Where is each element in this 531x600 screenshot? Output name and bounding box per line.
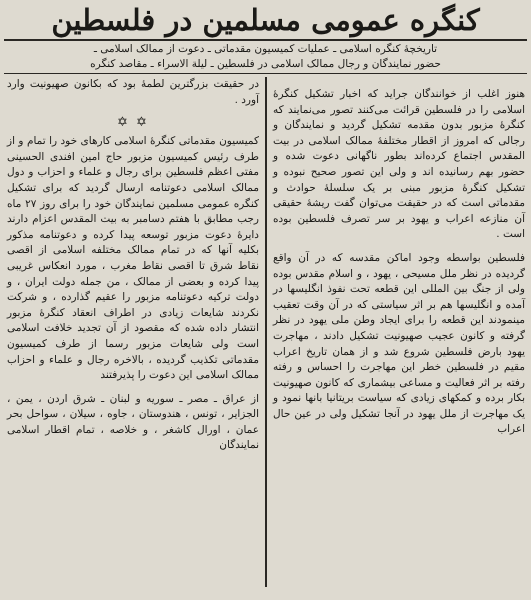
subheading-rule	[4, 73, 527, 74]
paragraph: در حقیقت بزرگترین لطمهٔ بود که بکانون صهیونیت وارد آورد .	[7, 78, 259, 106]
paragraph: کمیسیون مقدماتی کنگرهٔ اسلامی کارهای خود را تمام و از طرف رئیس کمیسیون مزبور حاج امین افندی الحسینی مفتی اعظم فلسطین برای رجال و علماء و احزاب و دول ممالک اسلامی دعوتنامه ارسال گردید که برای تشکیل کنگره عمومی مسلمین نمایندگان خود را برای روز ۲۷ ماه رجب مطابق با هفتم دسامبر به بیت المقدس اعزام دارند دایرهٔ دعوت مزبور توسعه پیدا کرده و دعوتنامه مذکور بکلیه آنها که در تمام ممالک مختلفه اسلامی از اقصی نقاط شرق تا اقصی نقاط مغرب ، مورد انعکاس غریبی پیدا کرده و بعضی از ممالک ، من جمله دولت ایران ، و دولت ترکیه دعوتنامه مزبور را عقیم گذارده ، و شرکت نکردند شایعات زیادی در اطراف انعقاد کنگرهٔ مزبور انتشار داده شده که مقصود از آن تجدید خلافت اسلامی است ولی شایعات مزبور رسما از طرف کمیسیون مقدماتی تکذیب گردیده ، بالاخره رجال و علماء و احزاب ممالک اسلامی این دعوت را پذیرفتند	[7, 135, 259, 382]
paragraph: هنوز اغلب از خوانندگان جراید که اخبار تشکیل کنگرهٔ اسلامی را در فلسطین قرائت می‌کنند تصور می‌نمایند که کنگرهٔ مزبور بدون مقدمه تشکیل گردید و نمایندگان و رجالی که امروز از اقطار مختلفهٔ ممالک اسلامی در بیت المقدس اجتماع کرده‌اند بطور ناگهانی دعوت شده و حضور بهم رسانیده اند و ولی این تصور صحیح نبوده و تشکیل کنگرهٔ مزبور مبنی بر یک سلسلهٔ حوادث و مقدماتی است که در حقیقت می‌توان گفت ریشهٔ حقیقی آن منازعه اعراب و یهود بر سر تصرف فلسطین بوده است .	[273, 88, 525, 241]
headline-rule	[4, 39, 527, 41]
star-separator-icon: ✡ ✡	[117, 115, 149, 131]
article-headline: کنگره عمومی مسلمین در فلسطین	[51, 3, 480, 37]
paragraph: از عراق ـ مصر ـ سوریه و لبنان ـ شرق اردن ، یمن ، الجزایر ، تونس ، هندوستان ، جاوه ، سیلان ، سواحل بحر عمان ، اورال کاشغر ، و خلاصه ، تمام اقطار اسلامی نمایندگان	[7, 392, 259, 452]
article-columns	[4, 77, 527, 587]
paragraph: فلسطین بواسطه وجود اماکن مقدسه که در آن واقع گردیده در نظر ملل مسیحی ، یهود ، و اسلام مقدس بوده ولی از جنگ بین المللی این قطعه تحت نفوذ انگلیسها در آمده و انگلیسها هم بر اثر سیاستی که در آن وقت تعقیب مینمودند این قطعه را برای ایجاد وطن ملی یهود در نظر گرفته و کانون عجیب صهیونیت تشکیل دادند ، مهاجرت یهود بارض فلسطین شروع شد و از همان تاریخ اعراب مقیم در فلسطین خطر این مهاجرت را احساس و رفته رفته بر اثر فعالیت و مساعی بیشماری که کانون صهیونیت بکار برده و کمکهای زیادی که سیاست بریتانیا بانها نمود و یک مهاجرت از ملل یهود در آنجا تشکیل ولی در عین حال اعراب	[273, 251, 525, 436]
subheading-line-2: حضور نمایندگان و رجال ممالک اسلامی در فلسطین ـ لیلة الاسراء ـ مقاصد کنگره	[90, 58, 441, 70]
left-column	[5, 77, 261, 587]
subheading-line-1: تاریخچهٔ کنگره اسلامی ـ عملیات کمیسیون مقدماتی ـ دعوت از ممالک اسلامی ـ	[93, 43, 438, 55]
column-divider	[265, 77, 267, 587]
right-column	[271, 77, 527, 587]
